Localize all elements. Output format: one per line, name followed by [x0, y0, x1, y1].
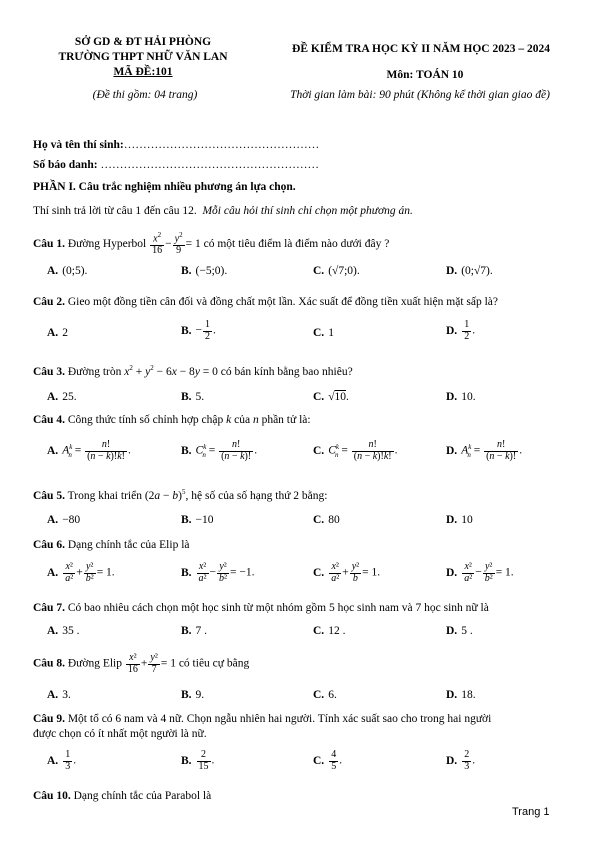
question-8: Câu 8. Đường Elip $\frac{\text{x²}}{16}$ + $\frac{\text{y²}}{7}$ = 1 có tiêu cự bằng: [33, 652, 250, 675]
q5-text-b: , hệ số của số hạng thứ 2 bằng:: [185, 489, 328, 502]
q2-label: Câu 2.: [33, 296, 65, 308]
part1-title: PHẦN I. Câu trắc nghiệm nhiều phương án lựa chọn.: [33, 181, 296, 193]
q4-option-b[interactable]: B. $C^k_n$ = $\frac{n!}{(n - k)!}$ .: [181, 439, 258, 462]
q3-option-b[interactable]: B. 5.: [181, 391, 205, 403]
q4-text-b: của: [234, 414, 251, 426]
q9-text-line2: được chọn có ít nhất một người là nữ.: [33, 728, 207, 740]
question-5: Câu 5. Trong khai triển $(2a - b)^5$, hệ số của số hạng thứ 2 bằng:: [33, 488, 328, 502]
q2-option-d[interactable]: D. $\frac{1}{2}$ .: [446, 319, 476, 342]
student-name-line: [33, 139, 319, 151]
q2-option-a[interactable]: A. 2: [47, 327, 68, 339]
q9-option-d[interactable]: D. $\frac{2}{3}$ .: [446, 749, 476, 772]
q6-option-b[interactable]: B. $\frac{\text{x²}}{\text{a²}}$ − $\frac{\text{y²}}{\text{b²}}$ = −1.: [181, 561, 255, 584]
school-name: TRƯỜNG THPT NHỮ VĂN LAN: [58, 51, 228, 63]
q1-label: Câu 1.: [33, 237, 65, 250]
page-number: Trang 1: [512, 806, 550, 818]
q5-option-a[interactable]: A. −80: [47, 514, 81, 526]
student-name-dots: ……………………………………………: [123, 139, 320, 151]
q1-option-d[interactable]: D. (0;√7).: [446, 265, 493, 277]
q8-option-d[interactable]: D. 18.: [446, 689, 476, 701]
time-note: Thời gian làm bài: 90 phút (Không kể thời gian giao đề): [290, 89, 550, 101]
instr-italic: Mỗi câu hỏi thí sinh chỉ chọn một phương án.: [202, 205, 413, 217]
student-name-label: Họ và tên thí sinh:: [33, 139, 124, 151]
q5-option-c[interactable]: C. 80: [313, 514, 340, 526]
q6-option-c[interactable]: C. $\frac{\text{x²}}{\text{a²}}$ + $\frac{\text{y²}}{b}$ = 1.: [313, 561, 381, 584]
student-id-line: [33, 159, 319, 171]
q4-option-a[interactable]: A. $A^k_n$ = $\frac{n!}{(n - k)!k!}$ .: [47, 439, 131, 462]
part1-instructions: [33, 205, 413, 217]
exam-code: MÃ ĐỀ:101: [113, 66, 173, 78]
q5-label: Câu 5.: [33, 489, 65, 502]
q6-option-d[interactable]: D. $\frac{\text{x²}}{\text{a²}}$ − $\frac{\text{y²}}{\text{b²}}$ = 1.: [446, 561, 514, 584]
q3-text-b: có bán kính bằng bao nhiêu?: [220, 365, 353, 378]
school-department: SỞ GD & ĐT HẢI PHÒNG: [74, 36, 212, 48]
q9-option-a[interactable]: A. $\frac{1}{3}$ .: [47, 749, 77, 772]
q8-text-b: có tiêu cự bằng: [178, 657, 250, 670]
q4-text-c: phần tử là:: [261, 414, 311, 426]
q2-text: Gieo một đồng tiền cân đối và đồng chất một lần. Xác suất để đồng tiền xuất hiện mặt sấp là?: [67, 296, 499, 308]
q5-option-d[interactable]: D. 10: [446, 514, 473, 526]
q8-frac-x: $\frac{\text{x²}}{16}$: [127, 652, 138, 675]
q3-label: Câu 3.: [33, 365, 65, 378]
question-9: [33, 713, 491, 725]
instr-normal: Thí sinh trả lời từ câu 1 đến câu 12.: [33, 205, 197, 217]
q4-option-c[interactable]: C. $C^k_n$ = $\frac{n!}{(n - k)!k!}$ .: [313, 439, 398, 462]
q1-text-a: Đường Hyperbol: [67, 237, 147, 250]
question-7: [33, 602, 489, 614]
question-2: [33, 296, 498, 308]
student-id-dots: …………………………………………………: [100, 159, 319, 171]
exam-title: ĐỀ KIỂM TRA HỌC KỲ II NĂM HỌC 2023 – 2024: [292, 43, 550, 55]
question-6: [33, 539, 190, 551]
q2-option-c[interactable]: C. 1: [313, 327, 334, 339]
page-count-note: (Đề thi gồm: 04 trang): [92, 89, 198, 101]
q1-frac-y: $\frac{y^2}{9}$: [174, 231, 183, 256]
q1-option-a[interactable]: A. (0;5).: [47, 265, 88, 277]
q5-option-b[interactable]: B. −10: [181, 514, 214, 526]
q8-option-a[interactable]: A. 3.: [47, 689, 71, 701]
q10-label: Câu 10.: [33, 790, 71, 802]
student-id-label: Số báo danh:: [33, 159, 98, 171]
q6-text: Dạng chính tắc của Elip là: [67, 539, 190, 551]
q1-option-b[interactable]: B. (−5;0).: [181, 265, 228, 277]
q1-option-c[interactable]: C. (√7;0).: [313, 265, 360, 277]
q7-option-d[interactable]: D. 5 .: [446, 625, 473, 637]
q9-option-b[interactable]: B. $\frac{2}{15}$ .: [181, 749, 215, 772]
q7-option-c[interactable]: C. 12 .: [313, 625, 346, 637]
question-10: [33, 790, 211, 802]
q7-option-b[interactable]: B. 7 .: [181, 625, 208, 637]
q10-text: Dạng chính tắc của Parabol là: [73, 790, 212, 802]
question-3: Câu 3. Đường tròn $x^2 + y^2 - 6x - 8y = 0$ có bán kính bằng bao nhiêu?: [33, 364, 353, 378]
q8-option-c[interactable]: C. 6.: [313, 689, 337, 701]
q6-label: Câu 6.: [33, 539, 65, 551]
q8-label: Câu 8.: [33, 657, 65, 670]
q9-label: Câu 9.: [33, 713, 65, 725]
q5-text-a: Trong khai triển: [67, 489, 142, 502]
q7-option-a[interactable]: A. 35 .: [47, 625, 80, 637]
q3-option-a[interactable]: A. 25.: [47, 391, 77, 403]
q1-frac-x: $\frac{x^2}{16}$: [152, 231, 163, 256]
q9-option-c[interactable]: C. $\frac{4}{5}$ .: [313, 749, 343, 772]
q3-option-c[interactable]: C. √10.: [313, 391, 349, 403]
q8-text-a: Đường Elip: [67, 657, 122, 670]
q6-option-a[interactable]: A. $\frac{\text{x²}}{\text{a²}}$ + $\frac{\text{y²}}{\text{b²}}$ = 1.: [47, 561, 115, 584]
q7-label: Câu 7.: [33, 602, 65, 614]
q2-option-b[interactable]: B. − $\frac{1}{2}$ .: [181, 319, 216, 342]
q4-option-d[interactable]: D. $A^k_n$ = $\frac{n!}{(n - k)!}$ .: [446, 439, 523, 462]
q3-text-a: Đường tròn: [67, 365, 122, 378]
q9-text-line1: Một tổ có 6 nam và 4 nữ. Chọn ngẫu nhiên hai người. Tính xác suất sao cho trong hai người: [67, 713, 492, 725]
q8-option-b[interactable]: B. 9.: [181, 689, 205, 701]
question-4: Câu 4. Công thức tính số chỉnh hợp chập k của n phần tử là:: [33, 414, 311, 426]
q4-label: Câu 4.: [33, 414, 65, 426]
question-1: Câu 1. Đường Hyperbol $\frac{x^2}{16}$ − $\frac{y^2}{9}$ = 1 có một tiêu điểm là điểm nào dưới đây ?: [33, 231, 390, 256]
q1-text-b: có một tiêu điểm là điểm nào dưới đây ?: [203, 237, 390, 250]
q8-frac-y: $\frac{\text{y²}}{7}$: [150, 652, 158, 675]
subject: Môn: TOÁN 10: [386, 69, 464, 81]
q4-text-a: Công thức tính số chỉnh hợp chập: [67, 414, 224, 426]
question-9-line2: [33, 728, 207, 740]
q7-text: Có bao nhiêu cách chọn một học sinh từ một nhóm gồm 5 học sinh nam và 7 học sinh nữ là: [67, 602, 489, 614]
q3-option-d[interactable]: D. 10.: [446, 391, 476, 403]
